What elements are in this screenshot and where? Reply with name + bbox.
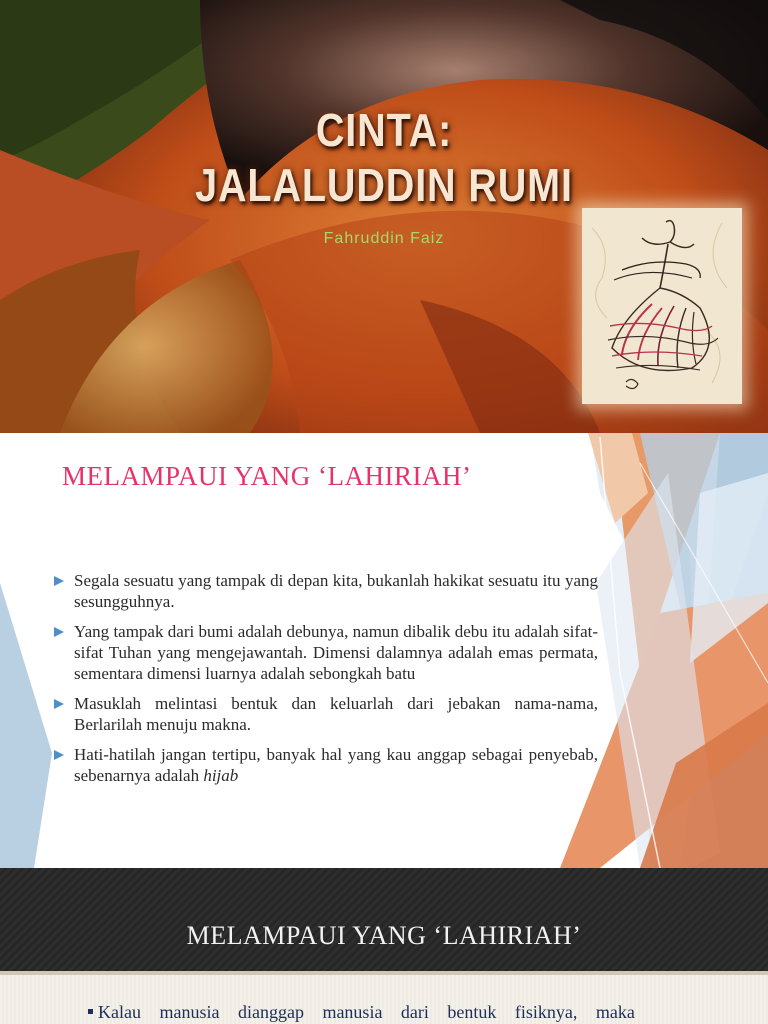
- slide-heading: MELAMPAUI YANG ‘LAHIRIAH’: [62, 461, 472, 491]
- list-item: [54, 570, 598, 612]
- content-slide-2: [0, 868, 768, 1024]
- list-item: [54, 693, 598, 735]
- title-line-1: CINTA:: [315, 104, 453, 156]
- square-bullet-icon: [88, 1009, 93, 1014]
- triangle-bullet-icon: [54, 576, 64, 586]
- list-item: [54, 744, 598, 786]
- author-subtitle: Fahruddin Faiz: [323, 230, 445, 247]
- title-line-2: JALALUDDIN RUMI: [195, 159, 573, 211]
- triangle-bullet-icon: [54, 699, 64, 709]
- bullet-text: Kalau manusia dianggap manusia dari bentuk fisiknya, maka: [98, 1002, 635, 1022]
- heading-band: [0, 868, 768, 971]
- triangle-bullet-icon: [54, 627, 64, 637]
- bullet-text: Masuklah melintasi bentuk dan keluarlah dari jebakan nama-nama, Berlarilah menuju makna.: [74, 694, 598, 734]
- bullet-emphasis: hijab: [203, 766, 239, 785]
- triangle-bullet-icon: [54, 750, 64, 760]
- bullet-text: Yang tampak dari bumi adalah debunya, namun dibalik debu itu adalah sifat-sifat Tuhan yang mengejawantah. Dimensi dalamnya adalah emas permata, sementara dimensi luarnya adalah sebongkah batu: [74, 622, 598, 683]
- dervish-calligraphy-image: [582, 208, 742, 404]
- bullet-list: [54, 570, 598, 795]
- bullet-text: Hati-hatilah jangan tertipu, banyak hal yang kau anggap sebagai penyebab, sebenarnya adalah: [74, 745, 598, 785]
- content-slide-1: [0, 433, 768, 868]
- slide-heading: MELAMPAUI YANG ‘LAHIRIAH’: [186, 921, 582, 950]
- list-item: [54, 621, 598, 684]
- bullet-list: [88, 1001, 712, 1023]
- whirling-dervish-calligraphy-icon: [582, 208, 742, 404]
- bullet-text: Segala sesuatu yang tampak di depan kita, bukanlah hakikat sesuatu itu yang sesungguhnya.: [74, 571, 598, 611]
- list-item: [88, 1001, 712, 1023]
- title-slide: [0, 0, 768, 433]
